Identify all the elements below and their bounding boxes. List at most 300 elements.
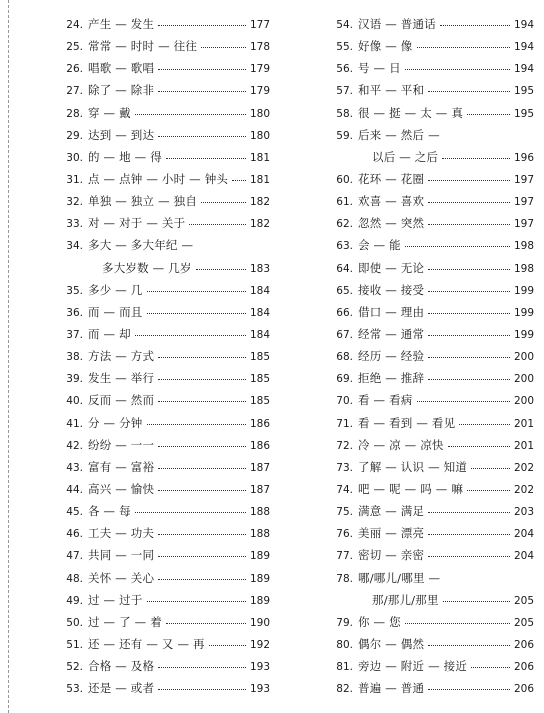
dot-leader [405, 58, 510, 70]
toc-entry [328, 478, 534, 500]
entry-term: 吧 — 呢 — 吗 — 嘛 [358, 481, 464, 496]
entry-number: 60. [336, 173, 353, 186]
entry-number: 48. [66, 572, 83, 585]
toc-entry [328, 544, 534, 566]
toc-entry [60, 567, 270, 589]
entry-term: 以后 — 之后 [372, 149, 439, 164]
entry-number: 55. [336, 41, 353, 54]
entry-number: 72. [336, 439, 353, 452]
entry-term: 借口 — 理由 [358, 304, 425, 319]
entry-page-number: 187 [249, 461, 270, 474]
dot-leader [158, 80, 246, 92]
dot-leader [158, 457, 246, 469]
dot-leader [232, 169, 246, 181]
margin-dashed-rule [8, 0, 9, 713]
entry-number: 80. [336, 638, 353, 651]
entry-term: 的 — 地 — 得 [88, 149, 162, 164]
dot-leader [147, 302, 246, 314]
toc-entry [60, 57, 270, 79]
entry-number: 30. [66, 151, 83, 164]
toc-entry [328, 102, 534, 124]
entry-number: 73. [336, 461, 353, 474]
entry-number: 76. [336, 528, 353, 541]
toc-entry [60, 611, 270, 633]
entry-page-number: 189 [249, 594, 270, 607]
entry-page-number: 196 [513, 151, 534, 164]
entry-term: 忽然 — 突然 [358, 216, 425, 231]
toc-entry [60, 168, 270, 190]
toc-entry [328, 611, 534, 633]
entry-page-number: 187 [249, 483, 270, 496]
entry-number: 69. [336, 373, 353, 386]
entry-number: 51. [66, 638, 83, 651]
dot-leader [417, 36, 510, 48]
dot-leader [428, 302, 510, 314]
entry-term: 满意 — 满足 [358, 504, 425, 519]
dot-leader [158, 346, 246, 358]
toc-entry [328, 500, 534, 522]
entry-term: 拒绝 — 推辞 [358, 371, 425, 386]
entry-page-number: 189 [249, 572, 270, 585]
entry-term: 单独 — 独立 — 独自 [88, 194, 198, 209]
entry-number: 59. [336, 129, 353, 142]
entry-page-number: 178 [249, 41, 270, 54]
toc-entry [328, 190, 534, 212]
entry-page-number: 190 [249, 616, 270, 629]
toc-entry [328, 389, 534, 411]
entry-term: 各 — 每 [88, 504, 131, 519]
dot-leader [158, 568, 246, 580]
entry-term: 很 — 挺 — 太 — 真 [358, 105, 464, 120]
entry-number: 61. [336, 196, 353, 209]
entry-number: 65. [336, 284, 353, 297]
toc-entry [60, 301, 270, 323]
entry-number: 54. [336, 19, 353, 31]
entry-page-number: 179 [249, 63, 270, 76]
dot-leader [471, 457, 510, 469]
toc-entry [60, 79, 270, 101]
entry-term: 过 — 了 — 着 [88, 614, 162, 629]
toc-entry [328, 677, 534, 699]
entry-term: 多少 — 几 [88, 282, 143, 297]
entry-term: 接收 — 接受 [358, 282, 425, 297]
toc-entry [60, 412, 270, 434]
entry-term: 经常 — 通常 [358, 326, 425, 341]
toc-entry [60, 544, 270, 566]
dot-leader [147, 590, 246, 602]
toc-entry [60, 190, 270, 212]
entry-number: 56. [336, 63, 353, 76]
dot-leader [428, 191, 510, 203]
entry-number: 36. [66, 306, 83, 319]
toc-entry [328, 567, 534, 589]
entry-number: 50. [66, 616, 83, 629]
entry-page-number: 182 [249, 196, 270, 209]
entry-page-number: 184 [249, 306, 270, 319]
entry-number: 70. [336, 395, 353, 408]
entry-number: 37. [66, 328, 83, 341]
dot-leader [448, 435, 510, 447]
entry-page-number: 206 [513, 638, 534, 651]
toc-entry [328, 456, 534, 478]
entry-number: 66. [336, 306, 353, 319]
toc-entry [328, 79, 534, 101]
entry-page-number: 198 [513, 262, 534, 275]
entry-page-number: 194 [513, 63, 534, 76]
dot-leader [135, 501, 246, 513]
toc-entry [328, 633, 534, 655]
dot-leader [158, 656, 246, 668]
dot-leader [201, 36, 246, 48]
entry-term: 产生 — 发生 [88, 17, 155, 31]
toc-entry [328, 367, 534, 389]
entry-number: 67. [336, 328, 353, 341]
entry-page-number: 185 [249, 373, 270, 386]
entry-term: 旁边 — 附近 — 接近 [358, 659, 468, 674]
dot-leader [459, 413, 510, 425]
entry-page-number: 198 [513, 240, 534, 253]
dot-leader [135, 103, 246, 115]
entry-page-number: 188 [249, 528, 270, 541]
toc-entry [328, 323, 534, 345]
entry-term: 反而 — 然而 [88, 393, 155, 408]
dot-leader [405, 235, 510, 247]
entry-number: 33. [66, 218, 83, 231]
entry-term: 经历 — 经验 [358, 349, 425, 364]
entry-page-number: 189 [249, 550, 270, 563]
dot-leader [158, 14, 246, 26]
entry-number: 24. [66, 19, 83, 31]
entry-page-number: 186 [249, 417, 270, 430]
entry-term: 高兴 — 愉快 [88, 481, 155, 496]
entry-term: 欢喜 — 喜欢 [358, 194, 425, 209]
dot-leader [189, 213, 246, 225]
dot-leader [201, 191, 246, 203]
entry-term: 汉语 — 普通话 [358, 17, 436, 31]
entry-term: 那/那儿/那里 [372, 592, 439, 607]
entry-term: 好像 — 像 [358, 39, 413, 54]
entry-page-number: 193 [249, 661, 270, 674]
entry-number: 27. [66, 85, 83, 98]
entry-page-number: 177 [249, 19, 270, 31]
toc-entry [328, 522, 534, 544]
entry-number: 38. [66, 351, 83, 364]
toc-entry [60, 102, 270, 124]
entry-term: 方法 — 方式 [88, 349, 155, 364]
entry-number: 62. [336, 218, 353, 231]
entry-term: 还 — 还有 — 又 — 再 [88, 636, 205, 651]
entry-term: 看 — 看到 — 看见 [358, 415, 456, 430]
toc-entry [328, 655, 534, 677]
toc-entry [60, 500, 270, 522]
toc-entry [60, 389, 270, 411]
entry-number: 45. [66, 506, 83, 519]
entry-term: 即使 — 无论 [358, 260, 425, 275]
entry-page-number: 194 [513, 41, 534, 54]
dot-leader [428, 523, 510, 535]
toc-entry [60, 589, 270, 611]
entry-number: 49. [66, 594, 83, 607]
entry-page-number: 206 [513, 683, 534, 696]
entry-number: 40. [66, 395, 83, 408]
dot-leader [158, 523, 246, 535]
entry-number: 41. [66, 417, 83, 430]
entry-term: 工夫 — 功夫 [88, 526, 155, 541]
entry-page-number: 203 [513, 506, 534, 519]
toc-entry [328, 434, 534, 456]
entry-number: 78. [336, 572, 353, 585]
entry-number: 29. [66, 129, 83, 142]
entry-number: 35. [66, 284, 83, 297]
entry-number: 77. [336, 550, 353, 563]
entry-term: 达到 — 到达 [88, 127, 155, 142]
entry-page-number: 185 [249, 351, 270, 364]
toc-entry [328, 589, 534, 611]
toc-entry [328, 35, 534, 57]
entry-term: 纷纷 — 一一 [88, 437, 155, 452]
toc-entry [60, 35, 270, 57]
entry-number: 53. [66, 683, 83, 696]
entry-term: 哪/哪儿/哪里 — [358, 570, 441, 585]
entry-page-number: 200 [513, 373, 534, 386]
entry-page-number: 184 [249, 284, 270, 297]
entry-number: 31. [66, 173, 83, 186]
entry-term: 合格 — 及格 [88, 659, 155, 674]
toc-entry [60, 124, 270, 146]
toc-entry [60, 146, 270, 168]
dot-leader [428, 169, 510, 181]
entry-term: 穿 — 戴 [88, 105, 131, 120]
entry-number: 57. [336, 85, 353, 98]
toc-entry [328, 146, 534, 168]
entry-term: 对 — 对于 — 关于 [88, 216, 186, 231]
toc-entry [328, 234, 534, 256]
entry-number: 75. [336, 506, 353, 519]
entry-page-number: 199 [513, 284, 534, 297]
entry-number: 63. [336, 240, 353, 253]
dot-leader [428, 324, 510, 336]
entry-term: 多大岁数 — 几岁 [102, 260, 192, 275]
entry-term: 和平 — 平和 [358, 83, 425, 98]
entry-term: 偶尔 — 偶然 [358, 636, 425, 651]
dot-leader [158, 435, 246, 447]
dot-leader [428, 634, 510, 646]
entry-term: 发生 — 举行 [88, 371, 155, 386]
entry-term: 常常 — 时时 — 往往 [88, 39, 198, 54]
entry-page-number: 182 [249, 218, 270, 231]
entry-number: 42. [66, 439, 83, 452]
entry-page-number: 192 [249, 638, 270, 651]
entry-page-number: 188 [249, 506, 270, 519]
entry-page-number: 200 [513, 351, 534, 364]
dot-leader [158, 545, 246, 557]
entry-term: 看 — 看病 [358, 393, 413, 408]
dot-leader [147, 413, 246, 425]
toc-entry [328, 57, 534, 79]
entry-page-number: 201 [513, 417, 534, 430]
toc-entry [60, 478, 270, 500]
toc-entry [328, 212, 534, 234]
dot-leader [417, 390, 510, 402]
entry-term: 富有 — 富裕 [88, 459, 155, 474]
entry-page-number: 193 [249, 683, 270, 696]
toc-entry [328, 412, 534, 434]
entry-number: 68. [336, 351, 353, 364]
entry-page-number: 202 [513, 461, 534, 474]
dot-leader [471, 656, 510, 668]
entry-page-number: 179 [249, 85, 270, 98]
entry-number: 74. [336, 483, 353, 496]
entry-number: 43. [66, 461, 83, 474]
entry-number: 82. [336, 683, 353, 696]
toc-entry [60, 345, 270, 367]
entry-term: 会 — 能 [358, 238, 401, 253]
dot-leader [443, 590, 510, 602]
dot-leader [428, 501, 510, 513]
dot-leader [428, 368, 510, 380]
dot-leader [158, 58, 246, 70]
entry-page-number: 183 [249, 262, 270, 275]
entry-number: 32. [66, 196, 83, 209]
entry-page-number: 194 [513, 19, 534, 31]
entry-term: 密切 — 亲密 [358, 548, 425, 563]
entry-number: 26. [66, 63, 83, 76]
toc-entry [328, 124, 534, 146]
toc-entry [60, 677, 270, 699]
entry-page-number: 195 [513, 85, 534, 98]
entry-term: 美丽 — 漂亮 [358, 526, 425, 541]
entry-term: 分 — 分钟 [88, 415, 143, 430]
dot-leader [428, 346, 510, 358]
dot-leader [440, 14, 510, 26]
dot-leader [442, 147, 510, 159]
entry-term: 点 — 点钟 — 小时 — 钟头 [88, 171, 229, 186]
entry-page-number: 200 [513, 395, 534, 408]
dot-leader [405, 612, 510, 624]
entry-number: 47. [66, 550, 83, 563]
entry-term: 普遍 — 普通 [358, 681, 425, 696]
entry-number: 52. [66, 661, 83, 674]
toc-entry [328, 279, 534, 301]
dot-leader [147, 280, 246, 292]
entry-term: 共同 — 一同 [88, 548, 155, 563]
dot-leader [428, 258, 510, 270]
entry-page-number: 204 [513, 550, 534, 563]
toc-right-column [328, 13, 534, 699]
toc-entry [60, 633, 270, 655]
dot-leader [158, 125, 246, 137]
entry-term: 号 — 日 [358, 61, 401, 76]
dot-leader [166, 612, 246, 624]
toc-entry [60, 655, 270, 677]
toc-entry [60, 279, 270, 301]
dot-leader [209, 634, 246, 646]
dot-leader [428, 280, 510, 292]
entry-term: 除了 — 除非 [88, 83, 155, 98]
entry-term: 而 — 而且 [88, 304, 143, 319]
toc-entry [60, 212, 270, 234]
toc-entry [60, 257, 270, 279]
entry-page-number: 205 [513, 616, 534, 629]
dot-leader [196, 258, 246, 270]
toc-entry [328, 168, 534, 190]
dot-leader [135, 324, 246, 336]
entry-term: 唱歌 — 歌唱 [88, 61, 155, 76]
entry-term: 冷 — 凉 — 凉快 [358, 437, 444, 452]
dot-leader [467, 103, 510, 115]
dot-leader [428, 80, 510, 92]
entry-term: 关怀 — 关心 [88, 570, 155, 585]
entry-number: 71. [336, 417, 353, 430]
entry-page-number: 181 [249, 173, 270, 186]
entry-number: 46. [66, 528, 83, 541]
toc-entry [328, 257, 534, 279]
dot-leader [428, 545, 510, 557]
entry-page-number: 184 [249, 328, 270, 341]
entry-page-number: 206 [513, 661, 534, 674]
entry-page-number: 186 [249, 439, 270, 452]
entry-term: 还是 — 或者 [88, 681, 155, 696]
entry-term: 了解 — 认识 — 知道 [358, 459, 468, 474]
entry-number: 39. [66, 373, 83, 386]
entry-page-number: 199 [513, 328, 534, 341]
entry-page-number: 197 [513, 196, 534, 209]
entry-page-number: 197 [513, 173, 534, 186]
dot-leader [428, 213, 510, 225]
toc-left-column [60, 13, 270, 699]
entry-number: 34. [66, 240, 83, 253]
entry-number: 28. [66, 107, 83, 120]
dot-leader [428, 678, 510, 690]
entry-term: 后来 — 然后 — [358, 127, 440, 142]
entry-page-number: 180 [249, 107, 270, 120]
entry-number: 25. [66, 41, 83, 54]
entry-number: 79. [336, 616, 353, 629]
toc-entry [60, 434, 270, 456]
entry-page-number: 204 [513, 528, 534, 541]
entry-page-number: 180 [249, 129, 270, 142]
entry-page-number: 201 [513, 439, 534, 452]
entry-term: 而 — 却 [88, 326, 131, 341]
entry-page-number: 202 [513, 483, 534, 496]
toc-entry [60, 234, 270, 256]
entry-number: 81. [336, 661, 353, 674]
entry-page-number: 195 [513, 107, 534, 120]
entry-page-number: 185 [249, 395, 270, 408]
entry-page-number: 197 [513, 218, 534, 231]
entry-number: 64. [336, 262, 353, 275]
toc-entry [60, 13, 270, 35]
toc-entry [60, 367, 270, 389]
toc-entry [328, 345, 534, 367]
entry-term: 多大 — 多大年纪 — [88, 238, 194, 253]
dot-leader [158, 368, 246, 380]
entry-term: 你 — 您 [358, 614, 401, 629]
dot-leader [166, 147, 246, 159]
toc-entry [60, 456, 270, 478]
toc-entry [60, 522, 270, 544]
entry-term: 花环 — 花圈 [358, 171, 425, 186]
entry-number: 58. [336, 107, 353, 120]
dot-leader [158, 390, 246, 402]
entry-number: 44. [66, 483, 83, 496]
dot-leader [158, 479, 246, 491]
entry-page-number: 199 [513, 306, 534, 319]
toc-entry [60, 323, 270, 345]
entry-term: 过 — 过于 [88, 592, 143, 607]
entry-page-number: 181 [249, 151, 270, 164]
entry-page-number: 205 [513, 594, 534, 607]
